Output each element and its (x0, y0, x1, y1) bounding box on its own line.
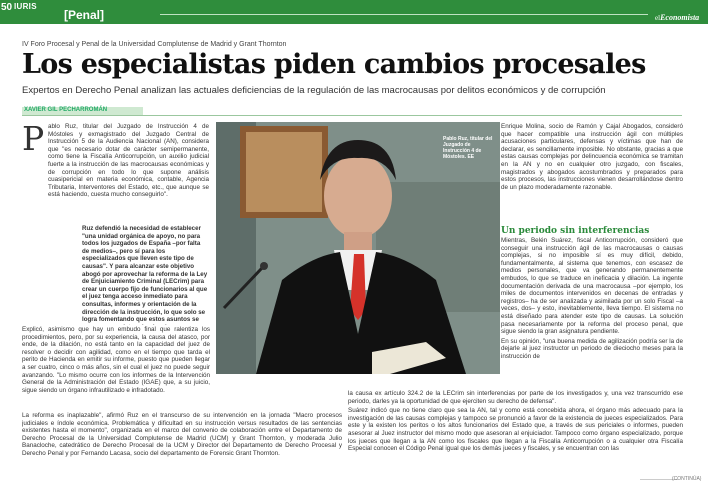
drop-cap: P (22, 119, 45, 158)
section-label: [Penal] (64, 8, 105, 22)
column-1-body (22, 326, 210, 402)
continues-label: (CONTINÚA) (672, 476, 702, 482)
article-subtitle: Expertos en Derecho Penal analizan las actuales deficiencias de la regulación de las macrocausas por delitos económicos y de corrupción (22, 85, 606, 96)
body-paragraph: Suárez indicó que no tiene claro que sea la AN, tal y como está concebida ahora, el órgano más adecuado para la investigación de las causas complejas y tampoco se pronunció a favor de la existencia de jueces especializados. Para este y la existen los peritos o los altos funcionarios del Estado que, a través de sus periciales o informes, pueden asesorar al Juez instructor del mismo modo que asesoran al enjuiciador. Tampoco como órgano especializado, porque los jueces que llegan a la AN como los fiscales que llegan a la Fiscalía Anticorrupción o a cualquier otra Fiscalía Especial conocen el Código Penal igual que los demás jueces y fiscales, y se encuentran con las (348, 407, 683, 453)
logo-main: Economista (660, 13, 700, 22)
brand-name: IURIS (14, 2, 37, 11)
byline: XAVIER GIL PECHARROMÁN (24, 107, 108, 113)
newspaper-logo (655, 7, 708, 22)
body-paragraph: En su opinión, "una buena medida de agilización podría ser la de dejarle al juez instructor un periodo de dieciocho meses para la instrucción de (501, 337, 683, 360)
pull-quote: Ruz defendió la necesidad de establecer "una unidad orgánica de apoyo, no para todos los juzgados de España –por falta de medios–, pero sí para los especializados que lleven este tipo de causas". Y para alcanzar este objetivo abogó por aprovechar la reforma de la Ley de Enjuiciamiento Criminal (LECrim) para crear un cuerpo fijo de funcionarios al que el juez tenga acceso inmediato para consultas, informes y orientación de la dirección de la instrucción, lo que solo se logra fomentando que estos asuntos se (82, 225, 208, 324)
article-headline: Los especialistas piden cambios procesales (22, 49, 646, 80)
body-paragraph: Enrique Molina, socio de Ramón y Cajal Abogados, consideró que hacer compatible una instrucción ágil con múltiples acusaciones particulares, defensas y víctimas que han de declarar, es sencillamente imposible. No obstante, gracias a que estas causas complejas por delincuencia económica se tramitan en la AN y no en cualquier otro juzgado, con fiscales, magistrados y abogados acostumbrados y preparados para estos procesos, las instrucciones vienen desarrollándose dentro de un plazo moderadamente razonable. (501, 123, 683, 191)
section-subhead: Un periodo sin interferencias (501, 226, 650, 236)
body-paragraph: Mientras, Belén Suárez, fiscal Anticorrupción, consideró que conseguir una instrucción ágil de las macrocausas o causas complejas, si no imposible sí es muy difícil, debido, fundamentalmente, al sistema que tenemos, con escasez de medios personales, que va generando permanentemente embudos, lo que se traduce en ineficacia y dilación. La ingente documentación derivada de una macrocausa –por ejemplo, los miles de documentos intervenidos en decenas de entradas y registros– ha de ser analizada y asimilada por un solo Fiscal –a veces, dos– y esto, inevitablemente, lleva tiempo. El sistema no está diseñado para atender este tipo de causas. La solución pasa necesariamente por la reforma del proceso penal, que sigue siendo la gran asignatura pendiente. (501, 237, 683, 336)
column-3-top (501, 123, 683, 221)
body-paragraph: Explicó, asimismo que hay un embudo final que ralentiza los procedimientos, pero, por su experiencia, la causa del atasco, por ende, de la dilación, no está tanto en la capacidad del juez de resolver o decidir con agilidad, como en el tiempo que tarda el perito de Hacienda en emitir su informe, puesto que pueden llegar a ser cuatro, cinco o más años, sin el cual el juez no puede seguir avanzando. "Lo mismo ocurre con los informes de la Intervención General de la Administración del Estado (IGAE) que, a su juicio, sigue siendo un órgano infrautilizado e infradotado. (22, 326, 210, 394)
body-paragraph: la causa ex artículo 324.2 de la LECrim sin interferencias por parte de los investigados y, una vez transcurrido ese periodo, darles ya la oportunidad de que ejerciten su derecho de defensa". (348, 390, 683, 405)
top-bar (0, 0, 708, 24)
byline-rule (22, 115, 682, 116)
photo-caption: Pablo Ruz, titular del Juzgado de Instrucción 4 de Móstoles. EE (443, 136, 493, 160)
section-rule (160, 14, 648, 15)
body-paragraph: La reforma es inaplazable", afirmó Ruz en el transcurso de su intervención en la jornada "Macro procesos judiciales e índole económica. Problemática y dificultad en su instrucción versus resultados de las sentencias existentes hasta el momento", organizada en el marco del convenio de colaboración entre el Departamento de Derecho Procesal de la Universidad Complutense de Madrid (UCM) y Grant Thornton, y moderada Julio Banacloche, catedrático de Derecho Procesal de la UCM y Director del Departamento de Derecho Procesal y Derecho Penal y por Fernando Lacasa, socio del departamento de Forensic Grant Thornton. (22, 412, 342, 457)
page-number: 50 (1, 2, 13, 13)
column-3-body (501, 237, 683, 380)
column-1-bottom (22, 412, 342, 476)
column-1-intro (48, 123, 209, 223)
article-kicker: IV Foro Procesal y Penal de la Universidad Complutense de Madrid y Grant Thornton (22, 41, 287, 48)
intro-paragraph: ablo Ruz, titular del Juzgado de Instrucción 4 de Móstoles y exmagistrado del Juzgado Central de Instrucción 5 de la Audiencia Nacional (AN), considera que "es necesario dotar de carácter semipermanente, como tiene la Fiscalía Anticorrupción, un auxilio judicial fuerte a la instrucción de las macrocausas económicas y de corrupción en todo lo que supone análisis cuasipericial en materia económica, contable, Agencia Tributaria, Interventores del Estado, etc., que aunque se está haciendo, cuesta mucho conseguirlo". (48, 123, 209, 199)
column-bottom-right (348, 390, 683, 474)
logo-prefix: el (655, 14, 661, 22)
